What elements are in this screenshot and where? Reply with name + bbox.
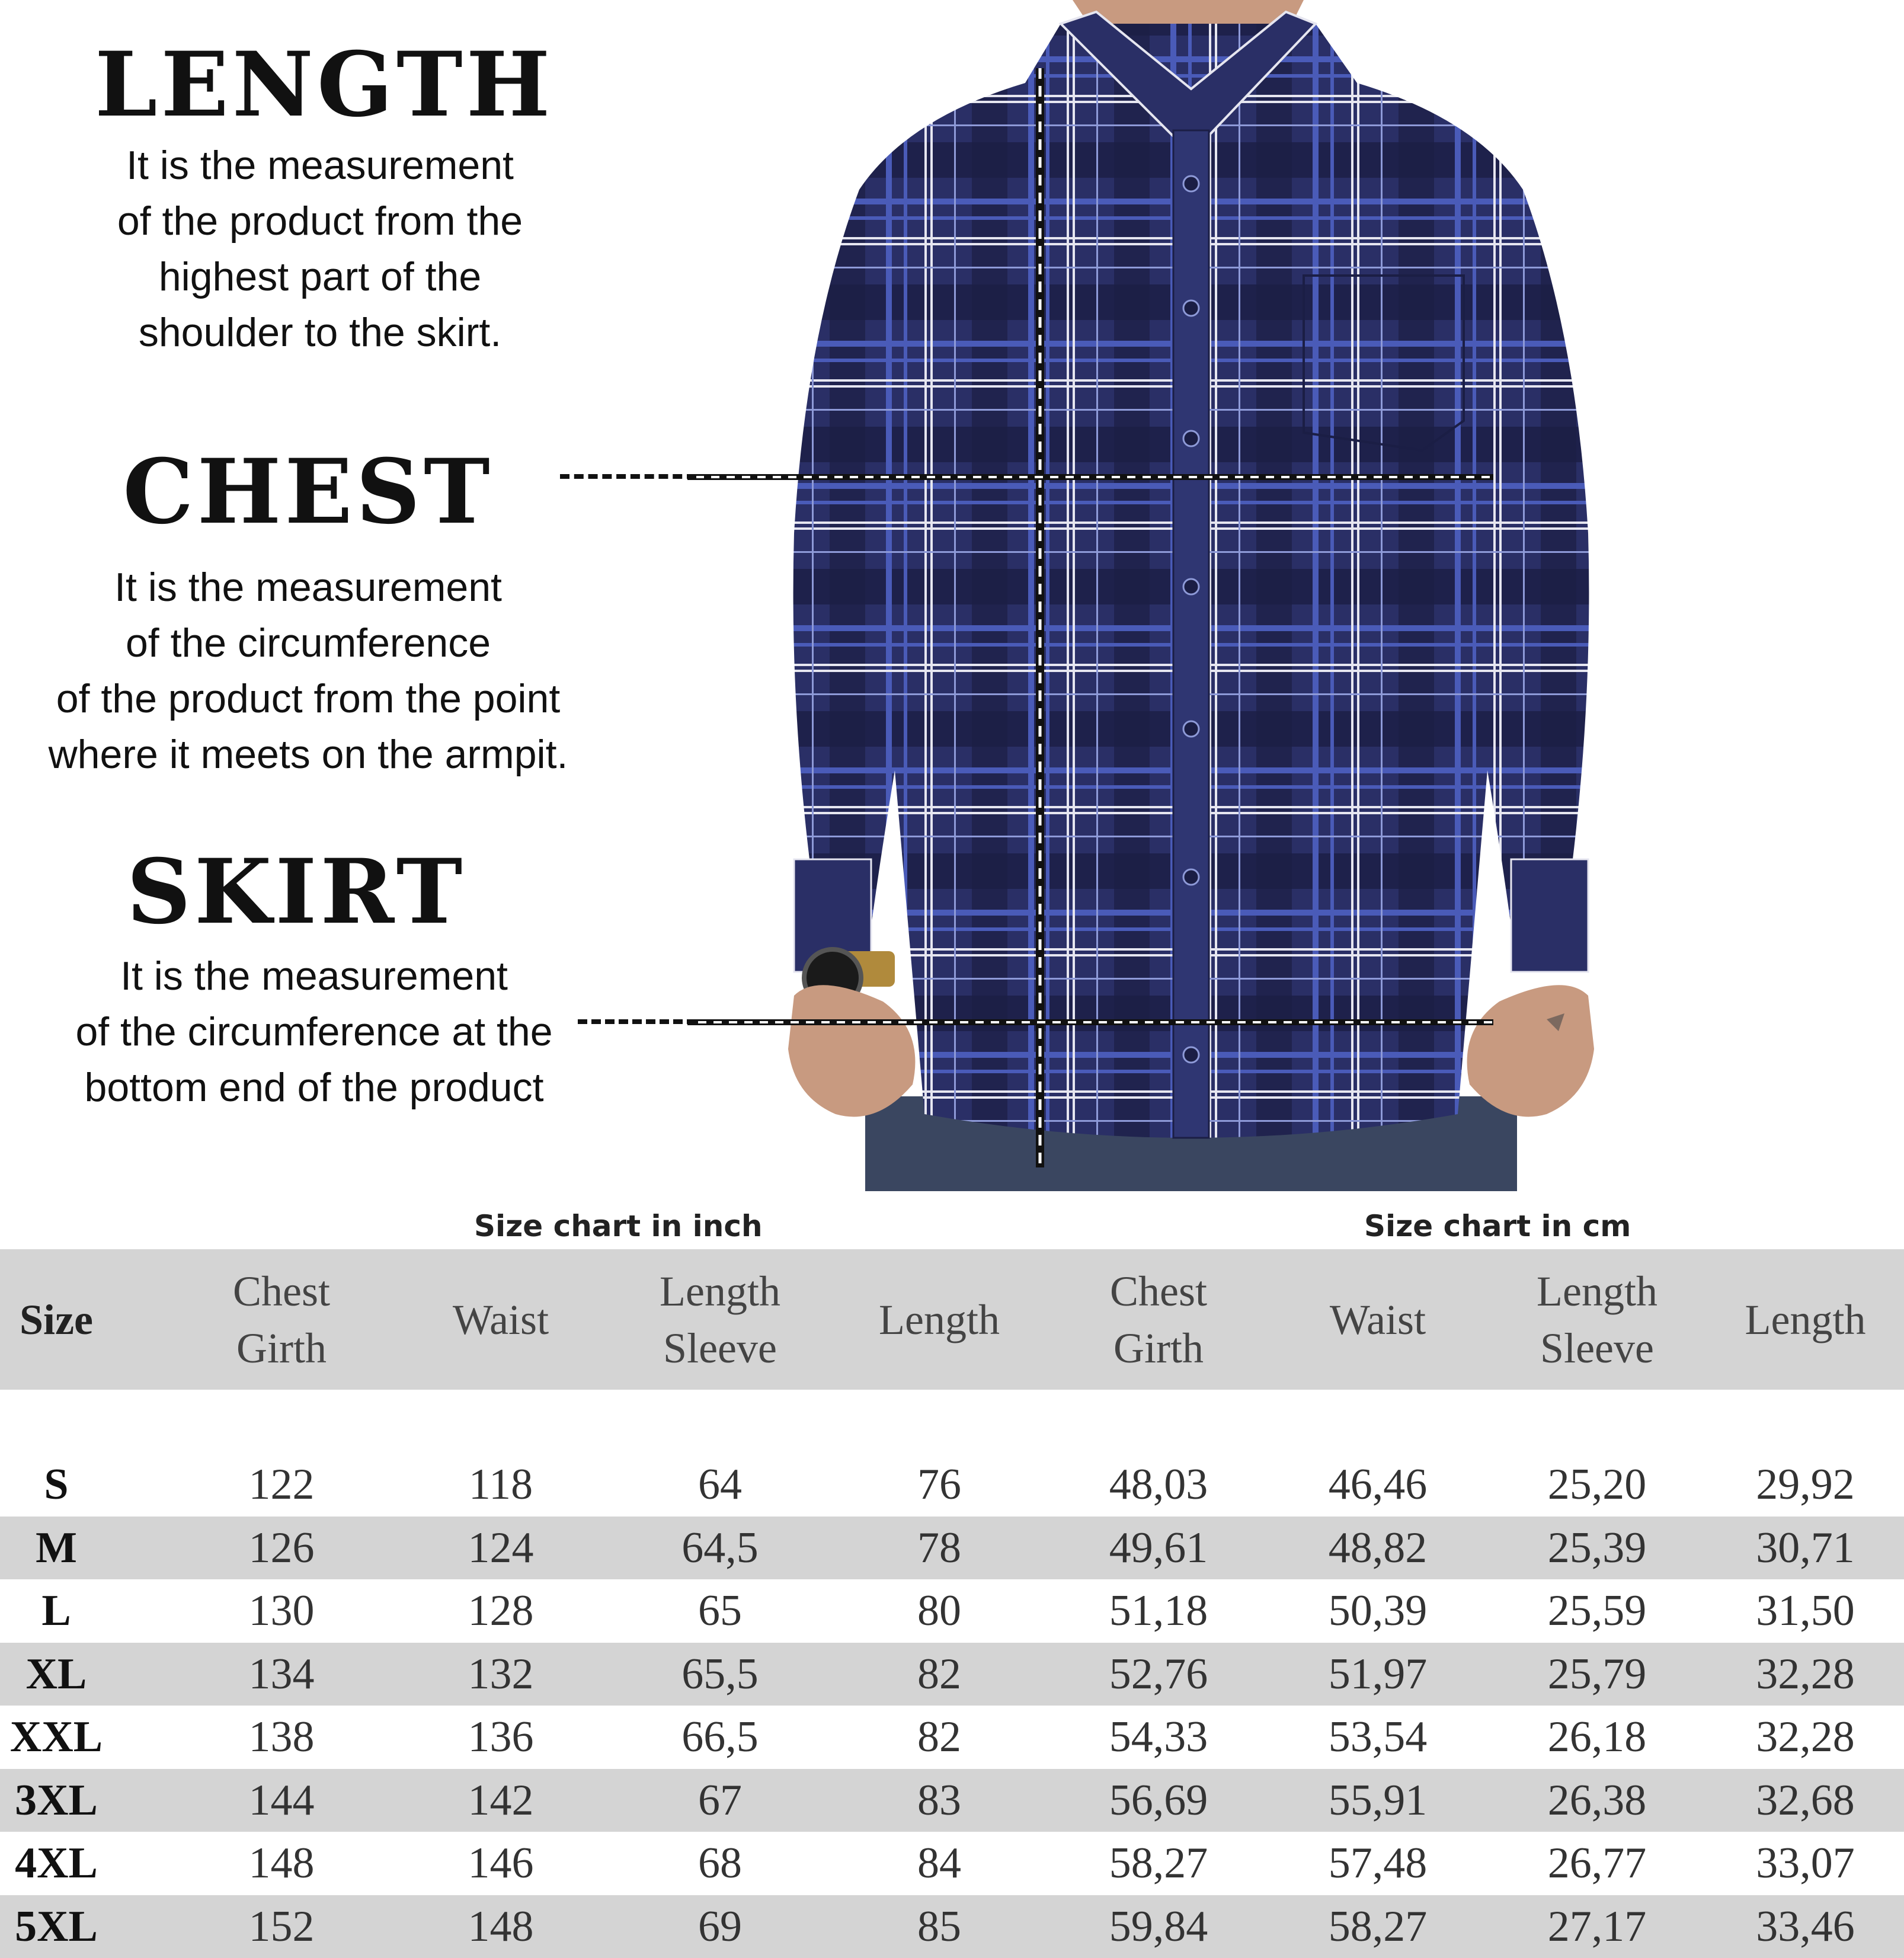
shirt-illustration <box>687 0 1695 1191</box>
measurement-cell: 148 <box>248 1838 315 1887</box>
measurement-cell: 84 <box>917 1838 961 1887</box>
measurement-cell: 25,39 <box>1547 1523 1647 1572</box>
header-line: Chest <box>1109 1267 1207 1315</box>
size-label-cell: XXL <box>9 1712 103 1761</box>
size-chart-cm-title: Size chart in cm <box>1364 1209 1631 1243</box>
measurement-cell: 152 <box>248 1902 315 1951</box>
size-chart-inch-title: Size chart in inch <box>474 1209 763 1243</box>
header-length-cm <box>1707 1249 1904 1390</box>
measurement-cell: 130 <box>248 1586 315 1635</box>
size-label-cell: M <box>36 1523 77 1572</box>
measurement-cell: 32,28 <box>1756 1649 1855 1698</box>
skirt-connector <box>578 1019 696 1024</box>
size-label-cell: 3XL <box>15 1775 98 1825</box>
measurement-cell: 48,03 <box>1109 1460 1208 1509</box>
measurement-cell: 58,27 <box>1109 1838 1208 1887</box>
measurement-cell: 128 <box>468 1586 534 1635</box>
measurement-cell: 146 <box>468 1838 534 1887</box>
measurement-cell: 25,79 <box>1547 1649 1647 1698</box>
header-waist-inch <box>391 1249 610 1390</box>
measurement-cell: 65 <box>698 1586 742 1635</box>
measurement-cell: 85 <box>917 1902 961 1951</box>
length-description <box>83 137 557 360</box>
measurement-cell: 78 <box>917 1523 961 1572</box>
skirt-line: of the circumference at the <box>75 1009 553 1054</box>
size-label-cell: 5XL <box>15 1902 98 1951</box>
table-row <box>0 1895 1904 1958</box>
header-line: Length <box>879 1295 1000 1343</box>
table-row <box>0 1769 1904 1832</box>
measurement-cell: 31,50 <box>1756 1586 1855 1635</box>
skirt-description <box>53 948 575 1115</box>
measurement-cell: 54,33 <box>1109 1712 1208 1761</box>
length-heading: LENGTH <box>95 33 554 137</box>
header-size <box>0 1249 113 1390</box>
measurement-cell: 82 <box>917 1712 961 1761</box>
measurement-cell: 64,5 <box>681 1523 759 1572</box>
chest-line: of the product from the point <box>56 676 561 721</box>
measurement-cell: 25,20 <box>1547 1460 1647 1509</box>
measurement-cell: 59,84 <box>1109 1902 1208 1951</box>
measurement-cell: 27,17 <box>1547 1902 1647 1951</box>
measurement-cell: 66,5 <box>681 1712 759 1761</box>
size-label-cell: XL <box>25 1649 87 1698</box>
measurement-cell: 76 <box>917 1460 961 1509</box>
measurement-cell: 142 <box>468 1775 534 1825</box>
measurement-cell: 148 <box>468 1902 534 1951</box>
header-length-sleeve-inch <box>610 1249 830 1390</box>
measurement-cell: 26,38 <box>1547 1775 1647 1825</box>
header-line: Sleeve <box>1540 1324 1654 1372</box>
measurement-cell: 56,69 <box>1109 1775 1208 1825</box>
measurement-cell: 33,46 <box>1756 1902 1855 1951</box>
right-hand <box>1467 985 1594 1116</box>
measurement-cell: 30,71 <box>1756 1523 1855 1572</box>
measurement-cell: 32,68 <box>1756 1775 1855 1825</box>
skirt-line: It is the measurement <box>120 954 508 999</box>
table-row <box>0 1706 1904 1768</box>
size-label-cell: L <box>41 1586 71 1635</box>
measurement-cell: 58,27 <box>1328 1902 1428 1951</box>
table-row <box>0 1643 1904 1706</box>
skirt-heading: SKIRT <box>126 840 466 944</box>
chest-line: of the circumference <box>125 620 491 666</box>
header-line: Length <box>1745 1295 1866 1343</box>
measurement-cell: 26,18 <box>1547 1712 1647 1761</box>
measurement-cell: 80 <box>917 1586 961 1635</box>
left-hand <box>788 985 915 1116</box>
measurement-cell: 57,48 <box>1328 1838 1428 1887</box>
measurement-cell: 144 <box>248 1775 315 1825</box>
measurement-cell: 68 <box>698 1838 742 1887</box>
header-line: Sleeve <box>663 1324 777 1372</box>
measurement-cell: 50,39 <box>1328 1586 1428 1635</box>
measurement-cell: 122 <box>248 1460 315 1509</box>
measurement-cell: 83 <box>917 1775 961 1825</box>
header-line: Girth <box>1113 1324 1204 1372</box>
header-line: Waist <box>1329 1295 1426 1343</box>
measurement-cell: 51,18 <box>1109 1586 1208 1635</box>
measurement-cell: 126 <box>248 1523 315 1572</box>
header-line: Length <box>660 1267 780 1315</box>
measurement-cell: 55,91 <box>1328 1775 1428 1825</box>
measurement-cell: 124 <box>468 1523 534 1572</box>
right-cuff <box>1511 859 1588 972</box>
measurement-cell: 82 <box>917 1649 961 1698</box>
chest-line: It is the measurement <box>114 565 502 610</box>
table-row <box>0 1579 1904 1642</box>
measurement-cell: 64 <box>698 1460 742 1509</box>
size-label-cell: 4XL <box>15 1838 98 1887</box>
measurement-cell: 132 <box>468 1649 534 1698</box>
chest-pocket <box>1304 276 1464 450</box>
measurement-cell: 136 <box>468 1712 534 1761</box>
measurement-cell: 46,46 <box>1328 1460 1428 1509</box>
table-row <box>0 1832 1904 1895</box>
length-line: highest part of the <box>158 254 482 299</box>
header-line: Size <box>20 1295 93 1343</box>
measurement-cell: 69 <box>698 1902 742 1951</box>
chest-connector <box>560 474 696 479</box>
measurement-cell: 51,97 <box>1328 1649 1428 1698</box>
measurement-cell: 65,5 <box>681 1649 759 1698</box>
measurement-cell: 33,07 <box>1756 1838 1855 1887</box>
skirt-line: bottom end of the product <box>84 1065 544 1110</box>
header-chest-girth-inch <box>172 1249 391 1390</box>
table-row <box>0 1453 1904 1516</box>
header-line: Waist <box>452 1295 549 1343</box>
header-length-inch <box>830 1249 1049 1390</box>
chest-heading: CHEST <box>123 440 494 544</box>
measurement-cell: 134 <box>248 1649 315 1698</box>
measurement-cell: 29,92 <box>1756 1460 1855 1509</box>
measurement-cell: 26,77 <box>1547 1838 1647 1887</box>
header-line: Length <box>1537 1267 1657 1315</box>
measurement-cell: 53,54 <box>1328 1712 1428 1761</box>
measurement-cell: 118 <box>468 1460 533 1509</box>
measurement-cell: 52,76 <box>1109 1649 1208 1698</box>
header-chest-girth-cm <box>1049 1249 1268 1390</box>
header-line: Girth <box>236 1324 327 1372</box>
measurement-cell: 138 <box>248 1712 315 1761</box>
button-placket <box>1173 130 1209 1138</box>
measurement-cell: 25,59 <box>1547 1586 1647 1635</box>
chest-line: where it meets on the armpit. <box>48 732 568 777</box>
measurement-cell: 32,28 <box>1756 1712 1855 1761</box>
measurement-cell: 67 <box>698 1775 742 1825</box>
length-line: It is the measurement <box>126 143 514 188</box>
length-line: of the product from the <box>117 199 523 244</box>
chest-description <box>36 559 581 782</box>
measurement-cell: 48,82 <box>1328 1523 1428 1572</box>
table-row <box>0 1517 1904 1579</box>
header-waist-cm <box>1268 1249 1487 1390</box>
header-line: Chest <box>232 1267 330 1315</box>
length-line: shoulder to the skirt. <box>138 310 502 355</box>
size-label-cell: S <box>44 1460 69 1509</box>
header-length-sleeve-cm <box>1487 1249 1707 1390</box>
measurement-cell: 49,61 <box>1109 1523 1208 1572</box>
